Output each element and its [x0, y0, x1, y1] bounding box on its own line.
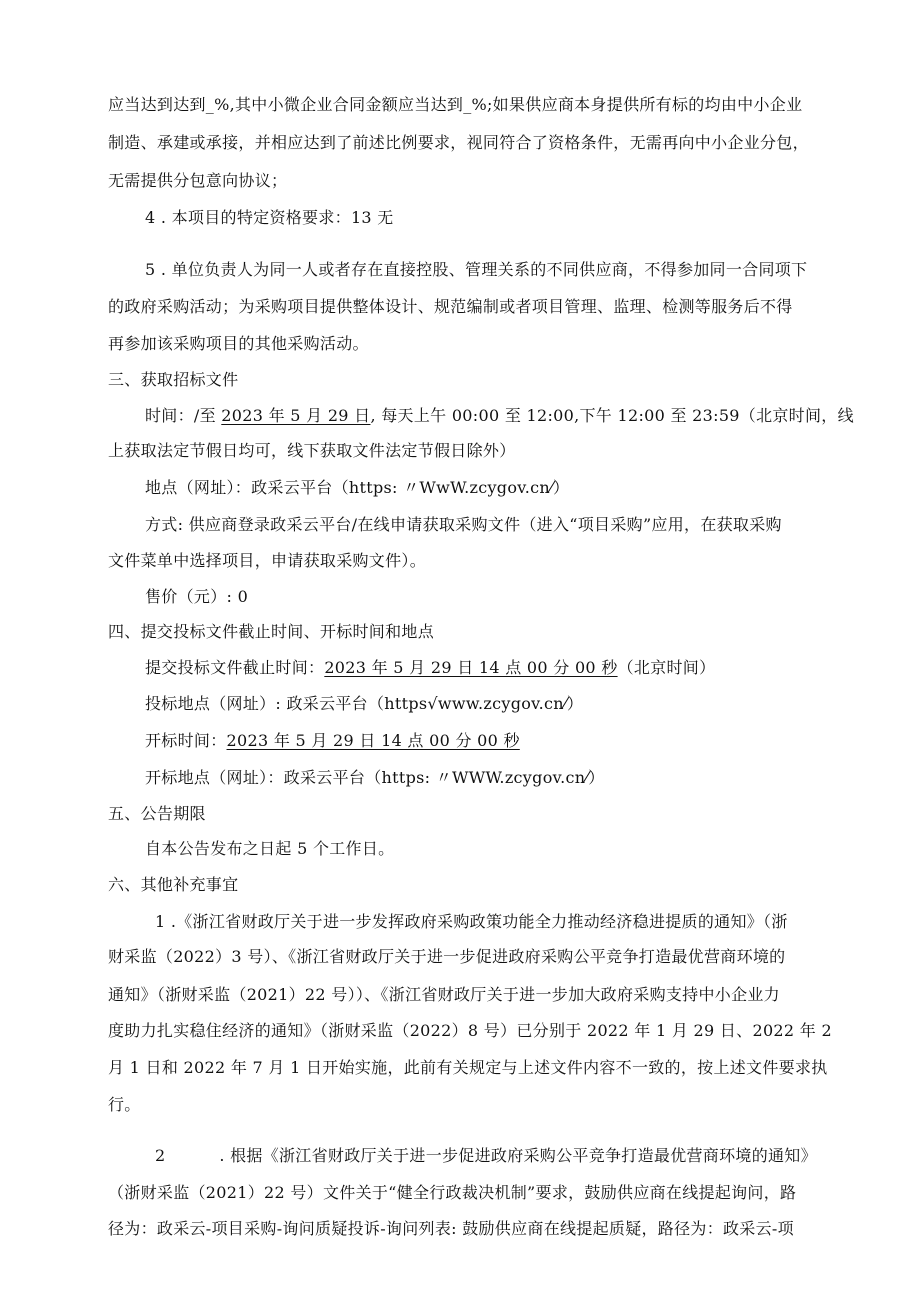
- item-5-line-2: 的政府采购活动；为采购项目提供整体设计、规范编制或者项目管理、监理、检测等服务后不得: [108, 297, 793, 316]
- section-3-heading: 三、获取招标文件: [108, 370, 239, 389]
- price: 售价（元）: 0: [145, 587, 249, 606]
- bid-deadline-label: 提交投标文件截止时间：: [145, 658, 325, 677]
- supplement-2-line-1: 2 . 根据《浙江省财政厅关于进一步促进政府采购公平竞争打造最优营商环境的通知》: [155, 1146, 817, 1165]
- obtain-method: 方式: 供应商登录政采云平台/在线申请获取采购文件（进入“项目采购”应用，在获取采购: [145, 515, 782, 534]
- obtain-time-prefix: 时间：/至: [145, 406, 222, 425]
- open-time-label: 开标时间：: [145, 731, 227, 750]
- obtain-method-continuation: 文件菜单中选择项目，申请获取采购文件）。: [108, 551, 427, 570]
- supplement-2-line-2: （浙财采监（2021）22 号）文件关于“健全行政裁决机制”要求，鼓励供应商在线提起询问，路: [108, 1183, 797, 1202]
- section-6-heading: 六、其他补充事宜: [108, 875, 239, 894]
- notice-period: 自本公告发布之日起 5 个工作日。: [145, 839, 395, 858]
- bid-deadline-line: [145, 657, 715, 679]
- obtain-time-continuation: 上获取法定节假日均可，线下获取文件法定节假日除外）: [108, 441, 516, 460]
- bid-place: 投标地点（网址）: 政采云平台（https√www.zcygov.cn⁄）: [145, 694, 584, 713]
- open-time-line: [145, 730, 520, 752]
- obtain-time-suffix: , 每天上午 00:00 至 12:00,下午 12:00 至 23:59（北京时间，线: [370, 406, 854, 425]
- top-paragraph-line-2: 制造、承建或承接，并相应达到了前述比例要求，视同符合了资格条件，无需再向中小企业分包，: [108, 133, 809, 152]
- bid-deadline-value: 2023 年 5 月 29 日 14 点 00 分 00 秒: [324, 658, 618, 677]
- open-time-value: 2023 年 5 月 29 日 14 点 00 分 00 秒: [226, 731, 520, 750]
- supplement-1-line-5: 月 1 日和 2022 年 7 月 1 日开始实施，此前有关规定与上述文件内容不一致的，按上述文件要求执: [108, 1058, 828, 1077]
- supplement-1-line-4: 度助力扎实稳住经济的通知》（浙财采监（2022）8 号）已分别于 2022 年 1 月 29 日、2022 年 2: [108, 1021, 832, 1040]
- top-paragraph-line-1: 应当达到达到_%,其中小微企业合同金额应当达到_%;如果供应商本身提供所有标的均由中小企业: [108, 95, 803, 114]
- open-place: 开标地点（网址）：政采云平台（https: 〃WWW.zcygov.cn⁄）: [145, 768, 605, 787]
- item-5-line-1: 5 . 单位负责人为同一人或者存在直接控股、管理关系的不同供应商，不得参加同一合同项下: [145, 260, 808, 279]
- supplement-1-line-6: 行。: [108, 1095, 141, 1114]
- supplement-1-line-2: 财采监（2022）3 号）、《浙江省财政厅关于进一步促进政府采购公平竞争打造最优营商环境的: [108, 947, 786, 966]
- section-4-heading: 四、提交投标文件截止时间、开标时间和地点: [108, 622, 435, 641]
- item-4: 4 . 本项目的特定资格要求：13 无: [145, 208, 394, 227]
- section-5-heading: 五、公告期限: [108, 804, 206, 823]
- obtain-place: 地点（网址）：政采云平台（https: 〃WwW.zcygov.cn⁄）: [145, 478, 570, 497]
- item-5-line-3: 再参加该采购项目的其他采购活动。: [108, 334, 369, 353]
- supplement-2-line-3: 径为：政采云-项目采购-询问质疑投诉-询问列表: 鼓励供应商在线提起质疑，路径为：政采云-项: [108, 1219, 794, 1238]
- obtain-time-date: 2023 年 5 月 29 日: [221, 406, 371, 425]
- top-paragraph-line-3: 无需提供分包意向协议；: [108, 171, 288, 190]
- bid-deadline-timezone: （北京时间）: [617, 658, 716, 677]
- supplement-1-line-3: 通知》（浙财采监（2021）22 号））、《浙江省财政厅关于进一步加大政府采购支持中小企业力: [108, 985, 780, 1004]
- supplement-1-line-1: 1 .《浙江省财政厅关于进一步发挥政府采购政策功能全力推动经济稳进提质的通知》（浙: [155, 912, 788, 931]
- obtain-time-line: [145, 405, 854, 427]
